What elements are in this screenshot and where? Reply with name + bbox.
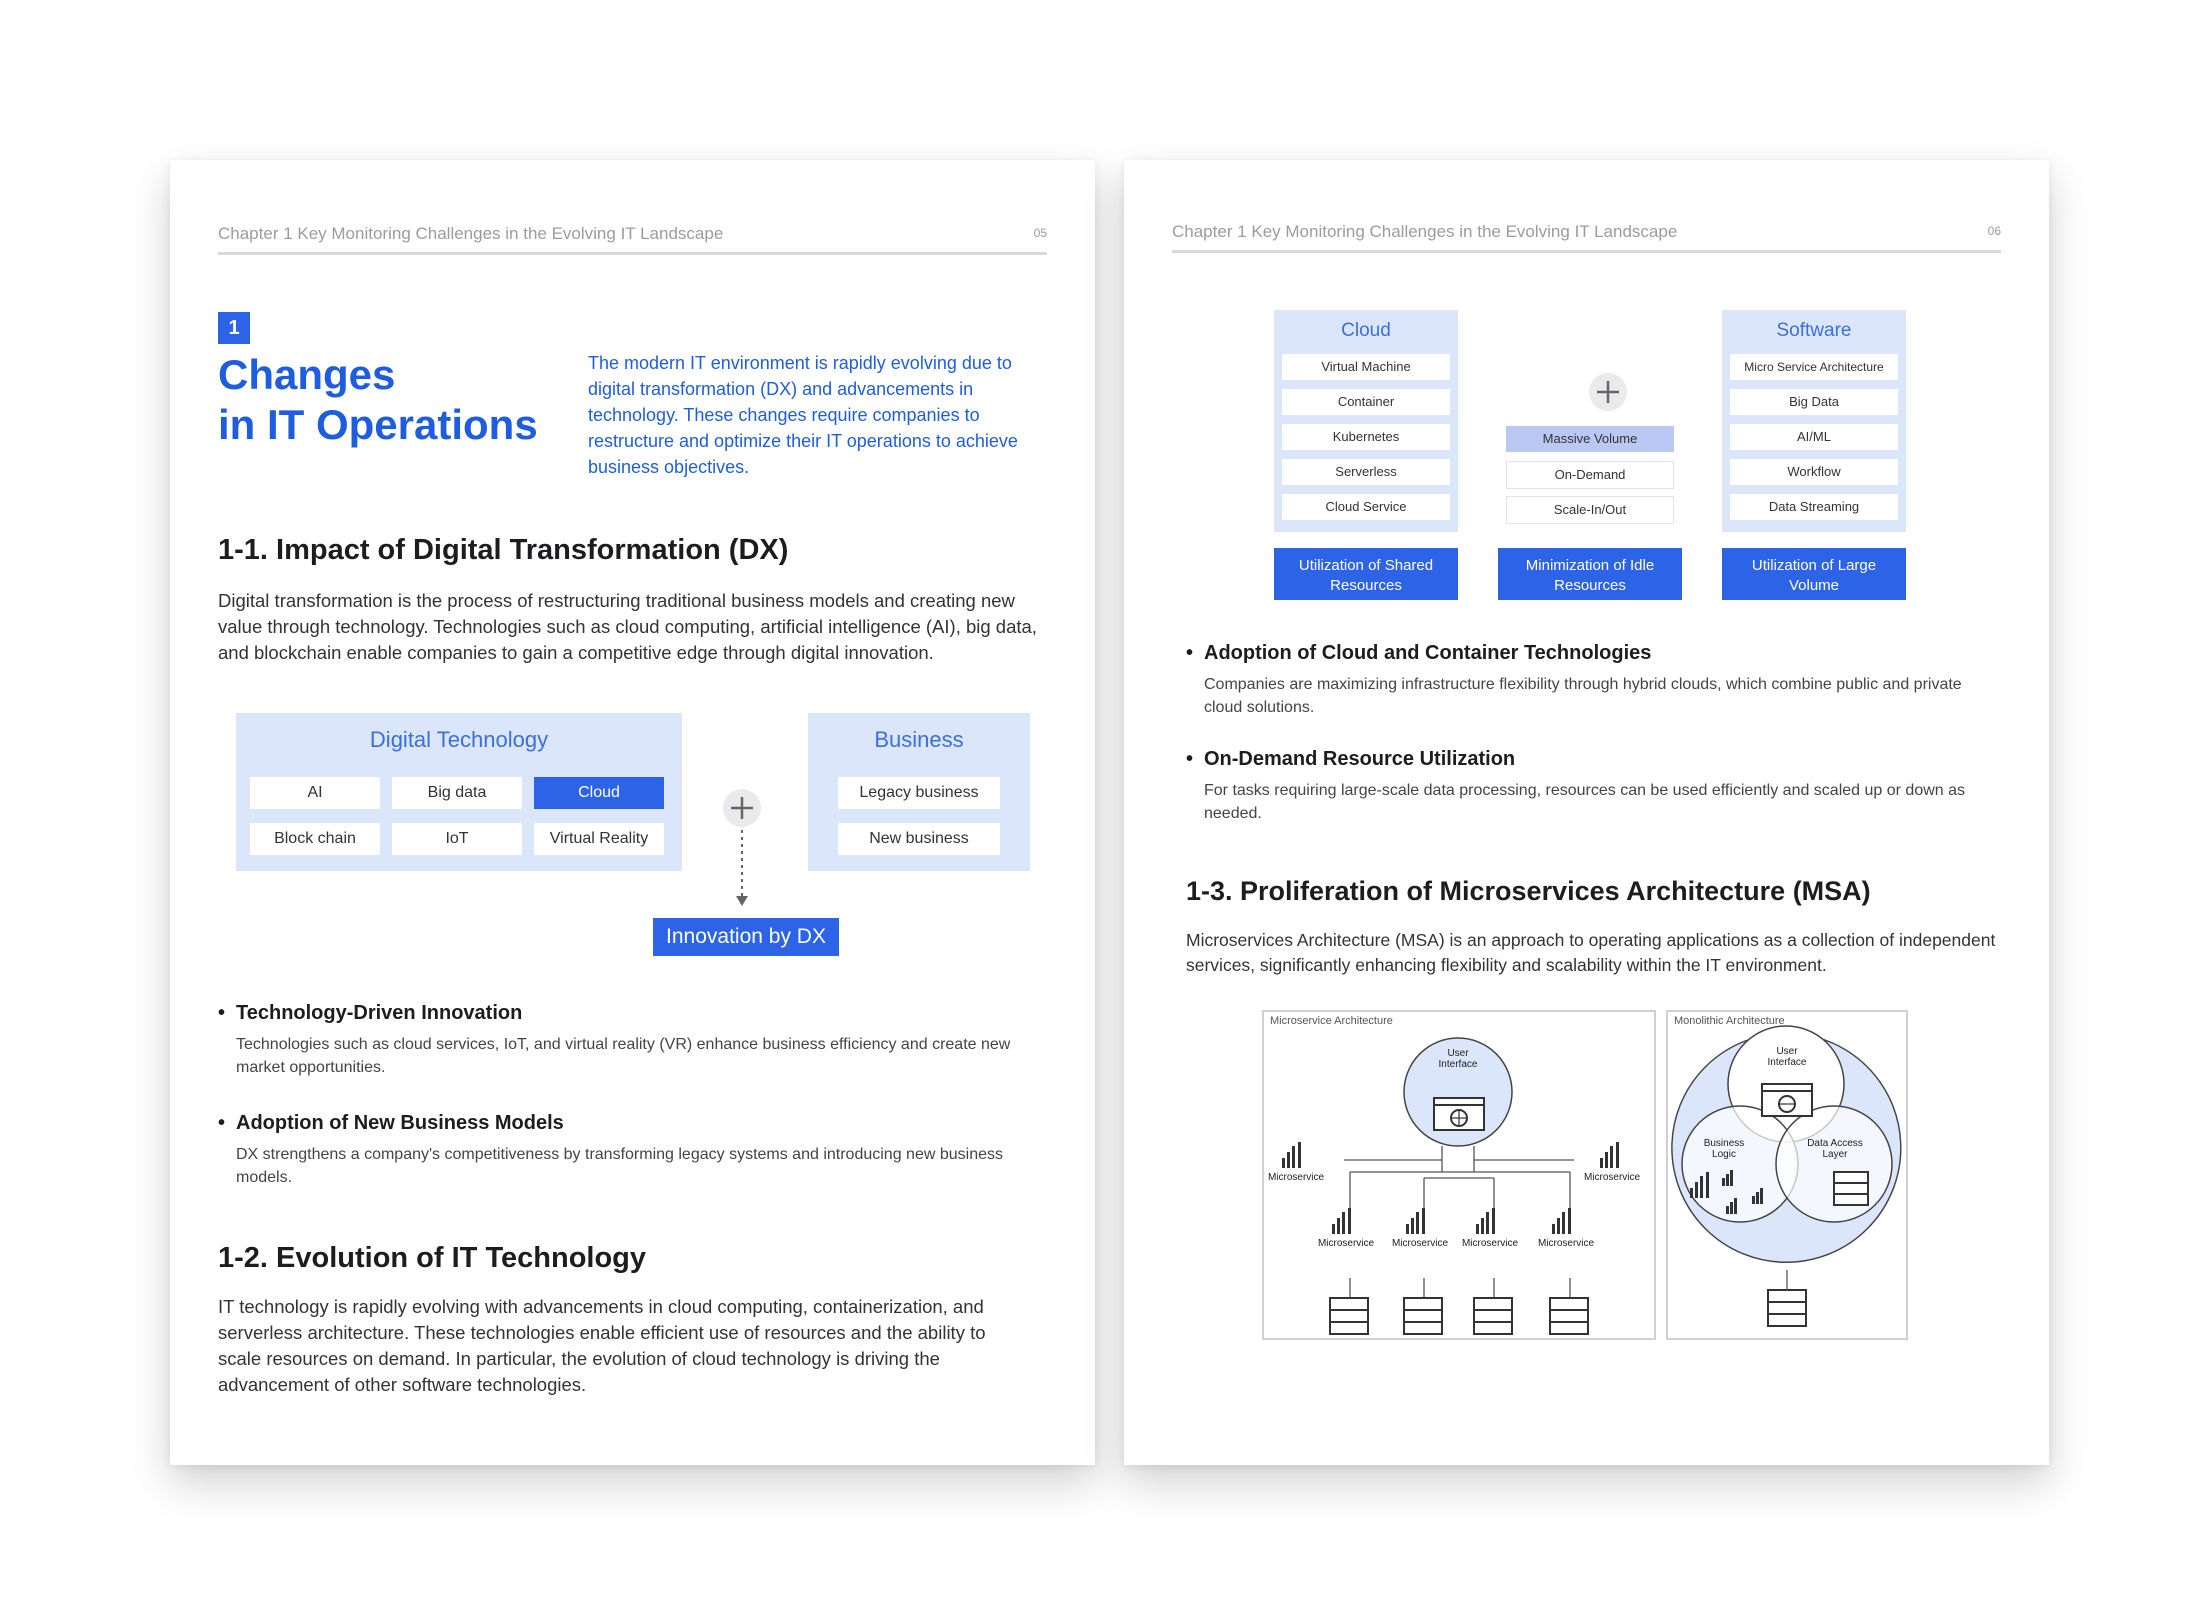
plus-icon: [722, 788, 762, 828]
chapter-label: Chapter 1 Key Monitoring Challenges in the Evolving IT Landscape: [1172, 222, 1678, 241]
chip-virtual-reality: Virtual Reality: [534, 823, 664, 855]
cloud-item: Kubernetes: [1282, 424, 1450, 450]
cloud-result-box: Utilization of Shared Resources: [1274, 548, 1458, 600]
section-number-badge: [218, 312, 250, 344]
microservice-label: Microservice: [1461, 1238, 1519, 1249]
monolithic-architecture-diagram: [1666, 1010, 1908, 1340]
microservice-label: Microservice: [1267, 1172, 1325, 1183]
section-1-1-heading: 1-1. Impact of Digital Transformation (DX): [218, 534, 789, 566]
chapter-label: Chapter 1 Key Monitoring Challenges in the Evolving IT Landscape: [218, 224, 724, 243]
dotted-arrow-icon: [733, 830, 751, 908]
page-header: [1172, 216, 2001, 253]
section-number: 1: [228, 317, 240, 339]
business-logic-label: Business Logic: [1703, 1138, 1745, 1160]
software-panel: [1722, 310, 1906, 532]
software-result-box: Utilization of Large Volume: [1722, 548, 1906, 600]
section-1-3-body: Microservices Architecture (MSA) is an approach to operating applications as a collection of independent services, significantly enhancing flexibility and scalability within the IT environment.: [1186, 930, 1996, 975]
plus-icon: [1588, 372, 1628, 412]
diagram-label: Microservice Architecture: [1270, 1015, 1393, 1027]
bullet-title: • Adoption of New Business Models: [236, 1112, 1046, 1135]
title-line-1: Changes: [218, 351, 396, 398]
microservice-architecture-diagram: [1262, 1010, 1656, 1340]
cloud-item: Virtual Machine: [1282, 354, 1450, 380]
data-access-layer-label: Data Access Layer: [1807, 1138, 1863, 1160]
software-item: AI/ML: [1730, 424, 1898, 450]
left-page: [170, 160, 1095, 1465]
diagram-label: Monolithic Architecture: [1674, 1015, 1785, 1027]
microservice-label: Microservice: [1583, 1172, 1641, 1183]
section-1-2-body: IT technology is rapidly evolving with advancements in cloud computing, containerization, and serverless architecture. These technologies enable efficient use of resources and the ability to scale resources on demand. In particular, the evolution of cloud technology is driving the advancement of other software technologies.: [218, 1296, 986, 1395]
right-page: [1124, 160, 2049, 1465]
software-title: Software: [1776, 320, 1852, 341]
section-1-3-heading: 1-3. Proliferation of Microservices Architecture (MSA): [1186, 876, 1871, 906]
microservice-label: Microservice: [1537, 1238, 1595, 1249]
mono-user-interface-label: User Interface: [1767, 1046, 1807, 1068]
page-number: 05: [1033, 226, 1047, 240]
bullet-item: [236, 1112, 1046, 1189]
middle-panel: [1498, 416, 1682, 532]
page-header: [218, 218, 1047, 255]
business-panel: [808, 713, 1030, 871]
bullet-title: • On-Demand Resource Utilization: [1204, 748, 2004, 771]
bullet-text: DX strengthens a company's competitiveness by transforming legacy systems and introducing new business models.: [236, 1146, 1003, 1186]
bullet-item: [1204, 642, 2004, 719]
digital-technology-panel: [236, 713, 682, 871]
cloud-panel: [1274, 310, 1458, 532]
cloud-item: Container: [1282, 389, 1450, 415]
cloud-item: Serverless: [1282, 459, 1450, 485]
microservice-label: Microservice: [1317, 1238, 1375, 1249]
middle-item: Scale-In/Out: [1506, 496, 1674, 524]
bullet-item: [236, 1002, 1046, 1079]
chip-block-chain: Block chain: [250, 823, 380, 855]
digital-technology-title: Digital Technology: [369, 727, 549, 752]
section-1-2-heading: 1-2. Evolution of IT Technology: [218, 1242, 647, 1274]
page-number: 06: [1987, 224, 2001, 238]
msa-user-interface-label: User Interface: [1438, 1048, 1478, 1070]
bullet-title: • Technology-Driven Innovation: [236, 1002, 1046, 1025]
page-title: [218, 350, 538, 450]
business-title: Business: [874, 727, 964, 752]
bullet-text: Companies are maximizing infrastructure flexibility through hybrid clouds, which combine public and private cloud solutions.: [1204, 676, 1962, 716]
chip-ai: AI: [250, 777, 380, 809]
intro-text: The modern IT environment is rapidly evolving due to digital transformation (DX) and advancements in technology. These changes require companies to restructure and optimize their IT operations to achieve business objectives.: [588, 353, 1018, 477]
chip-cloud: Cloud: [534, 777, 664, 809]
section-1-1-body: Digital transformation is the process of restructuring traditional business models and creating new value through technology. Technologies such as cloud computing, artificial intelligence (AI), big data, and blockchain enable companies to gain a competitive edge through digital innovation.: [218, 590, 1037, 663]
bullet-text: For tasks requiring large-scale data processing, resources can be used efficiently and scaled up or down as needed.: [1204, 782, 1966, 822]
cloud-item: Cloud Service: [1282, 494, 1450, 520]
middle-item: On-Demand: [1506, 461, 1674, 489]
chip-iot: IoT: [392, 823, 522, 855]
chip-big-data: Big data: [392, 777, 522, 809]
innovation-by-dx-box: Innovation by DX: [653, 918, 839, 956]
cloud-title: Cloud: [1341, 320, 1391, 341]
chip-legacy-business: Legacy business: [838, 777, 1000, 809]
bullet-text: Technologies such as cloud services, IoT, and virtual reality (VR) enhance business efficiency and create new market opportunities.: [236, 1036, 1011, 1076]
middle-result-box: Minimization of Idle Resources: [1498, 548, 1682, 600]
middle-item-selected: Massive Volume: [1506, 426, 1674, 452]
microservice-label: Microservice: [1391, 1238, 1449, 1249]
software-item: Data Streaming: [1730, 494, 1898, 520]
software-item: Micro Service Architecture: [1730, 354, 1898, 380]
software-item: Workflow: [1730, 459, 1898, 485]
chip-new-business: New business: [838, 823, 1000, 855]
title-line-2: in IT Operations: [218, 401, 538, 448]
bullet-item: [1204, 748, 2004, 825]
bullet-title: • Adoption of Cloud and Container Technologies: [1204, 642, 2004, 665]
software-item: Big Data: [1730, 389, 1898, 415]
